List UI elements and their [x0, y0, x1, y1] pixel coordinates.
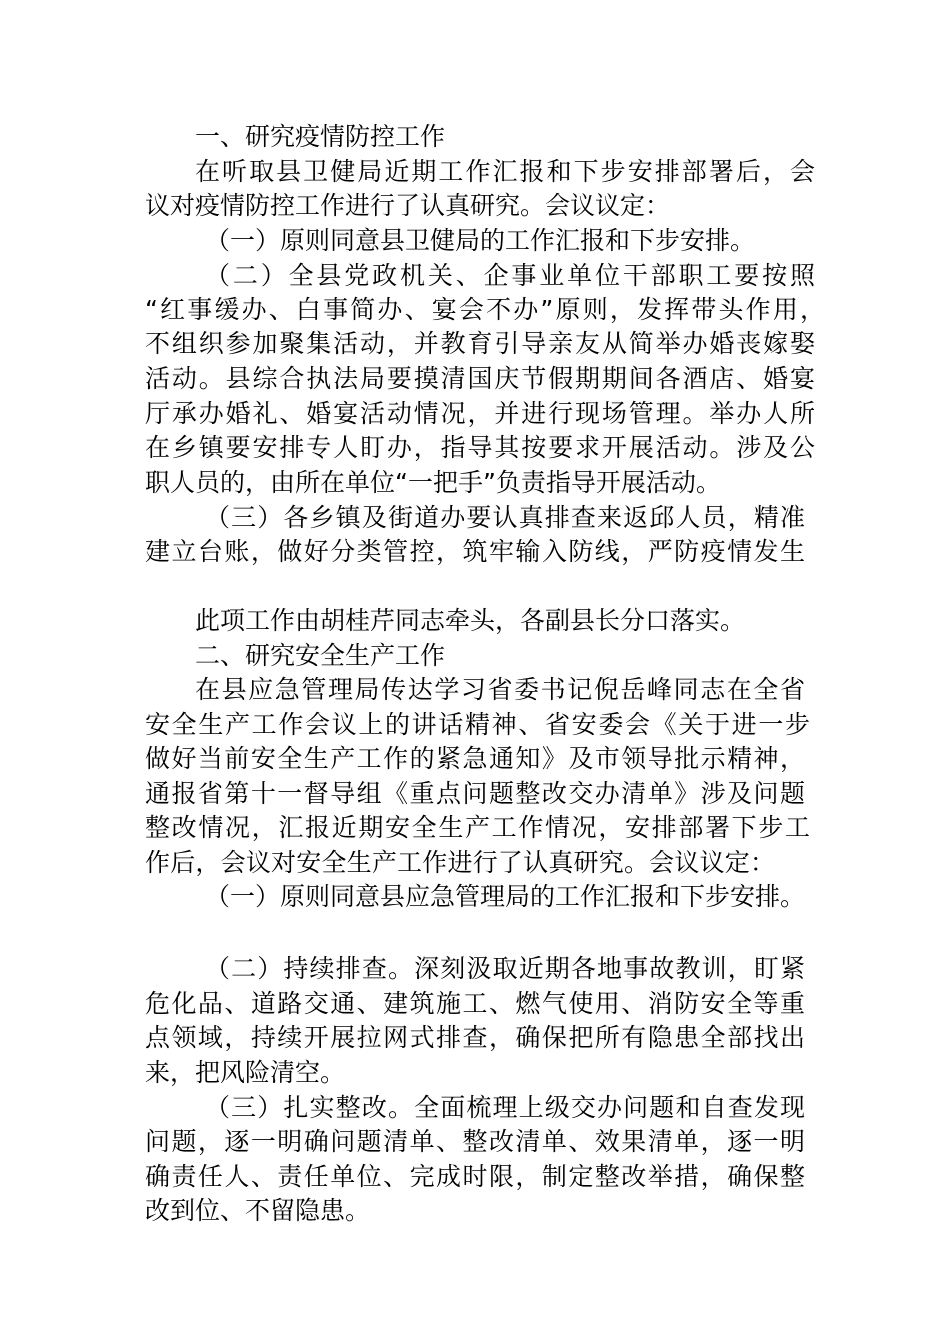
paragraph-line: 做好当前安全生产工作的紧急通知》及市领导批示精神， [145, 744, 805, 773]
paragraph-line: 通报省第十一督导组《重点问题整改交办清单》涉及问题 [145, 779, 805, 808]
paragraph-line: 安全生产工作会议上的讲话精神、省安委会《关于进一步 [145, 710, 810, 739]
paragraph-line: （三）各乡镇及街道办要认真排查来返邱人员，精准 [205, 503, 805, 532]
paragraph-line: 危化品、道路交通、建筑施工、燃气使用、消防安全等重 [145, 989, 805, 1018]
paragraph-line: 在县应急管理局传达学习省委书记倪岳峰同志在全省 [195, 675, 805, 704]
paragraph-line: “红事缓办、白事简办、宴会不办”原则，发挥带头作用， [145, 295, 825, 324]
paragraph-line: 确责任人、责任单位、完成时限，制定整改举措，确保整 [145, 1162, 805, 1191]
paragraph-line: （一）原则同意县卫健局的工作汇报和下步安排。 [205, 226, 756, 255]
paragraph-line: （二）持续排查。深刻汲取近期各地事故教训，盯紧 [205, 954, 805, 983]
paragraph-line: 在听取县卫健局近期工作汇报和下步安排部署后，会 [195, 157, 815, 186]
paragraph-line: 改到位、不留隐患。 [145, 1196, 371, 1225]
paragraph-line: 此项工作由胡桂芹同志牵头，各副县长分口落实。 [195, 606, 746, 635]
section-heading-safety: 二、研究安全生产工作 [195, 641, 446, 670]
paragraph-line: 建立台账，做好分类管控，筑牢输入防线，严防疫情发生 [145, 537, 805, 566]
paragraph-line: 整改情况，汇报近期安全生产工作情况，安排部署下步工 [145, 813, 810, 842]
paragraph-line: （二）全县党政机关、企事业单位干部职工要按照 [205, 261, 815, 290]
paragraph-line: 在乡镇要安排专人盯办，指导其按要求开展活动。涉及公 [145, 433, 815, 462]
paragraph-line: 厅承办婚礼、婚宴活动情况，并进行现场管理。举办人所 [145, 399, 815, 428]
section-heading-epidemic: 一、研究疫情防控工作 [195, 122, 446, 151]
paragraph-line: 作后，会议对安全生产工作进行了认真研究。会议议定： [145, 848, 775, 877]
paragraph-line: 来，把风险清空。 [145, 1058, 346, 1087]
paragraph-line: 问题，逐一明确问题清单、整改清单、效果清单，逐一明 [145, 1127, 805, 1156]
paragraph-line: （一）原则同意县应急管理局的工作汇报和下步安排。 [205, 882, 806, 911]
paragraph-line: 点领域，持续开展拉网式排查，确保把所有隐患全部找出 [145, 1023, 805, 1052]
paragraph-line: 不组织参加聚集活动，并教育引导亲友从简举办婚丧嫁娶 [145, 329, 815, 358]
paragraph-line: 职人员的，由所在单位“一把手”负责指导开展活动。 [145, 468, 721, 497]
paragraph-line: 活动。县综合执法局要摸清国庆节假期期间各酒店、婚宴 [145, 364, 815, 393]
paragraph-line: 议对疫情防控工作进行了认真研究。会议议定： [145, 191, 671, 220]
paragraph-line: （三）扎实整改。全面梳理上级交办问题和自查发现 [205, 1093, 805, 1122]
